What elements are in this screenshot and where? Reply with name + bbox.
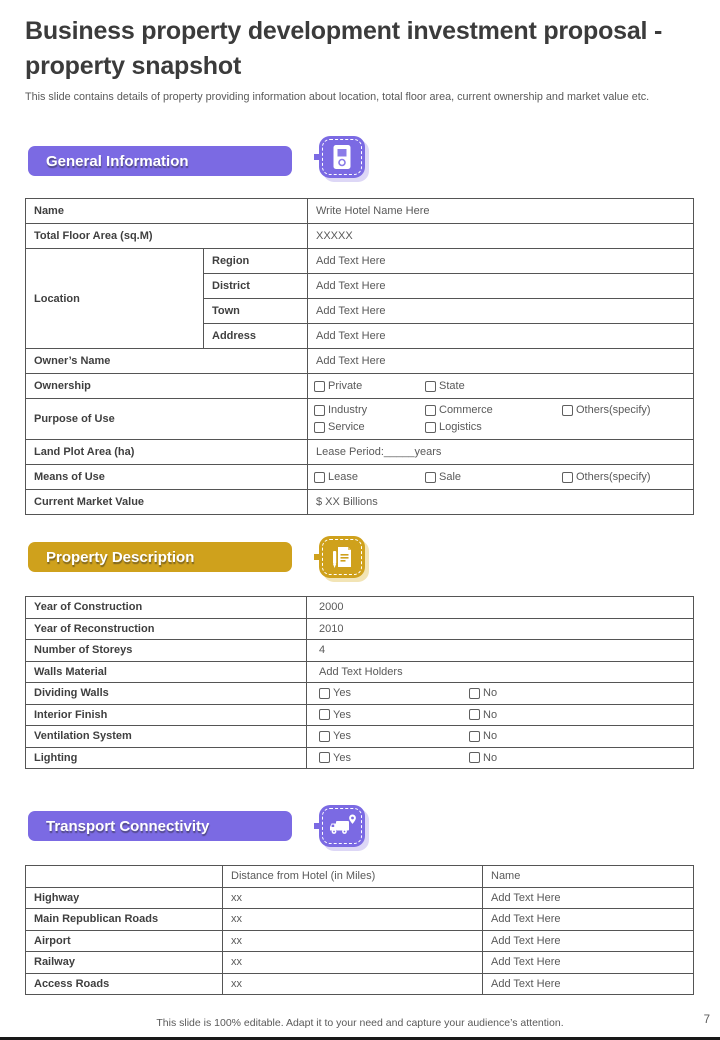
row-distance: xx bbox=[223, 973, 483, 995]
row-value bbox=[307, 704, 694, 726]
row-value bbox=[307, 747, 694, 769]
checkbox[interactable] bbox=[319, 731, 330, 742]
general-information-badge: General Information bbox=[28, 146, 292, 176]
checkbox-label: Yes bbox=[333, 687, 351, 700]
row-value bbox=[308, 399, 694, 440]
footer-note: This slide is 100% editable. Adapt it to your need and capture your audience’s attention. bbox=[156, 1017, 564, 1029]
row-label: Name bbox=[26, 199, 308, 224]
checkbox-label: No bbox=[483, 708, 498, 721]
checkbox[interactable] bbox=[469, 709, 480, 720]
checkbox[interactable] bbox=[314, 381, 325, 392]
truck-location-icon bbox=[319, 805, 365, 847]
row-label: Year of Reconstruction bbox=[26, 618, 307, 640]
row-distance: xx bbox=[223, 952, 483, 974]
row-label: Means of Use bbox=[26, 465, 308, 490]
row-value bbox=[307, 683, 694, 705]
table-row bbox=[26, 683, 694, 705]
icon-connector bbox=[314, 154, 320, 160]
checkbox[interactable] bbox=[425, 405, 436, 416]
table-row bbox=[26, 618, 694, 640]
table-row bbox=[26, 597, 694, 619]
sub-row-label: Region bbox=[204, 249, 308, 274]
row-value: Add Text Holders bbox=[307, 661, 694, 683]
checkbox[interactable] bbox=[425, 472, 436, 483]
general-information-table bbox=[25, 198, 694, 515]
checkbox-label: Service bbox=[328, 421, 365, 433]
row-label: Year of Construction bbox=[26, 597, 307, 619]
table-row bbox=[26, 952, 694, 974]
checkbox-label: State bbox=[439, 380, 465, 392]
row-value bbox=[308, 374, 694, 399]
row-label: Purpose of Use bbox=[26, 399, 308, 440]
checkbox-label: No bbox=[483, 751, 498, 764]
checkbox[interactable] bbox=[319, 688, 330, 699]
checkbox[interactable] bbox=[562, 405, 573, 416]
header-cell-empty bbox=[26, 866, 223, 888]
device-icon bbox=[319, 136, 365, 178]
row-value: Lease Period:_____years bbox=[308, 440, 694, 465]
row-label: Lighting bbox=[26, 747, 307, 769]
row-label: Railway bbox=[26, 952, 223, 974]
row-name: Add Text Here bbox=[483, 909, 694, 931]
transport-connectivity-table bbox=[25, 865, 694, 995]
row-value: $ XX Billions bbox=[308, 490, 694, 515]
section-header-transport bbox=[28, 811, 292, 841]
row-value bbox=[307, 726, 694, 748]
checkbox[interactable] bbox=[425, 381, 436, 392]
row-label: Ventilation System bbox=[26, 726, 307, 748]
row-distance: xx bbox=[223, 909, 483, 931]
row-name: Add Text Here bbox=[483, 952, 694, 974]
row-label: Airport bbox=[26, 930, 223, 952]
checkbox-label: Others(specify) bbox=[576, 471, 651, 483]
sub-row-value: Add Text Here bbox=[308, 299, 694, 324]
row-label: Total Floor Area (sq.M) bbox=[26, 224, 308, 249]
row-name: Add Text Here bbox=[483, 930, 694, 952]
row-value: Add Text Here bbox=[308, 349, 694, 374]
row-label: Dividing Walls bbox=[26, 683, 307, 705]
row-name: Add Text Here bbox=[483, 887, 694, 909]
checkbox-label: Others(specify) bbox=[576, 404, 651, 416]
checkbox[interactable] bbox=[319, 752, 330, 763]
row-distance: xx bbox=[223, 887, 483, 909]
page-title: Business property development investment proposal - property snapshot bbox=[25, 17, 663, 80]
row-distance: xx bbox=[223, 930, 483, 952]
header-cell-name: Name bbox=[483, 866, 694, 888]
row-name: Add Text Here bbox=[483, 973, 694, 995]
table-row bbox=[26, 704, 694, 726]
table-row bbox=[26, 349, 694, 374]
checkbox[interactable] bbox=[562, 472, 573, 483]
row-value: XXXXX bbox=[308, 224, 694, 249]
checkbox-label: Lease bbox=[328, 471, 358, 483]
sub-row-label: Address bbox=[204, 324, 308, 349]
sub-row-value: Add Text Here bbox=[308, 274, 694, 299]
checkbox[interactable] bbox=[314, 422, 325, 433]
table-row bbox=[26, 726, 694, 748]
row-value: 4 bbox=[307, 640, 694, 662]
table-row bbox=[26, 930, 694, 952]
table-row bbox=[26, 661, 694, 683]
row-value bbox=[308, 465, 694, 490]
row-label: Highway bbox=[26, 887, 223, 909]
sub-row-label: Town bbox=[204, 299, 308, 324]
table-row bbox=[26, 399, 694, 440]
table-row bbox=[26, 199, 694, 224]
row-value: Write Hotel Name Here bbox=[308, 199, 694, 224]
property-description-table bbox=[25, 596, 694, 769]
header-cell-distance: Distance from Hotel (in Miles) bbox=[223, 866, 483, 888]
table-row bbox=[26, 224, 694, 249]
table-header-row bbox=[26, 866, 694, 888]
row-label: Land Plot Area (ha) bbox=[26, 440, 308, 465]
checkbox-label: Sale bbox=[439, 471, 462, 483]
icon-connector bbox=[314, 554, 320, 560]
checkbox-label: Logistics bbox=[439, 421, 482, 433]
checkbox-label: No bbox=[483, 687, 498, 700]
row-value: 2000 bbox=[307, 597, 694, 619]
table-row bbox=[26, 440, 694, 465]
table-row bbox=[26, 465, 694, 490]
table-row bbox=[26, 640, 694, 662]
sub-row-value: Add Text Here bbox=[308, 324, 694, 349]
table-row bbox=[26, 747, 694, 769]
row-label: Walls Material bbox=[26, 661, 307, 683]
row-label: Owner’s Name bbox=[26, 349, 308, 374]
checkbox-label: Private bbox=[328, 380, 363, 392]
transport-connectivity-badge: Transport Connectivity bbox=[28, 811, 292, 841]
sub-row-label: District bbox=[204, 274, 308, 299]
property-description-badge: Property Description bbox=[28, 542, 292, 572]
page-number: 7 bbox=[703, 1014, 710, 1026]
row-label: Number of Storeys bbox=[26, 640, 307, 662]
row-label: Location bbox=[26, 249, 204, 349]
table-row bbox=[26, 973, 694, 995]
checkbox[interactable] bbox=[469, 731, 480, 742]
table-row bbox=[26, 490, 694, 515]
section-header-general bbox=[28, 146, 292, 176]
table-row bbox=[26, 249, 694, 274]
row-label: Ownership bbox=[26, 374, 308, 399]
checkbox[interactable] bbox=[314, 405, 325, 416]
document-edit-icon bbox=[319, 536, 365, 578]
checkbox[interactable] bbox=[425, 422, 436, 433]
checkbox-label: No bbox=[483, 730, 498, 743]
checkbox-label: Yes bbox=[333, 730, 351, 743]
checkbox-label: Industry bbox=[328, 404, 368, 416]
row-value: 2010 bbox=[307, 618, 694, 640]
page-subtitle: This slide contains details of property providing information about location, total floor area, current ownership and market value etc. bbox=[25, 91, 650, 103]
checkbox-label: Yes bbox=[333, 708, 351, 721]
checkbox[interactable] bbox=[314, 472, 325, 483]
row-label: Main Republican Roads bbox=[26, 909, 223, 931]
section-header-property bbox=[28, 542, 292, 572]
table-row bbox=[26, 909, 694, 931]
checkbox-label: Yes bbox=[333, 751, 351, 764]
row-label: Access Roads bbox=[26, 973, 223, 995]
checkbox-label: Commerce bbox=[439, 404, 493, 416]
row-label: Current Market Value bbox=[26, 490, 308, 515]
icon-connector bbox=[314, 823, 320, 829]
sub-row-value: Add Text Here bbox=[308, 249, 694, 274]
table-row bbox=[26, 374, 694, 399]
checkbox[interactable] bbox=[469, 688, 480, 699]
checkbox[interactable] bbox=[469, 752, 480, 763]
table-row bbox=[26, 887, 694, 909]
checkbox[interactable] bbox=[319, 709, 330, 720]
row-label: Interior Finish bbox=[26, 704, 307, 726]
